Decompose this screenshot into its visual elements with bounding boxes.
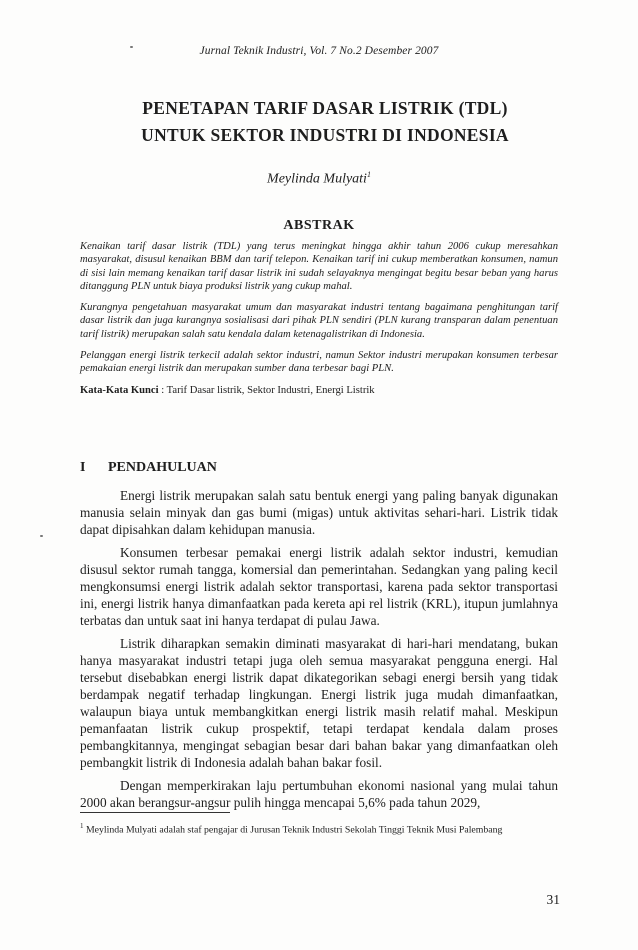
body-paragraph-3: Listrik diharapkan semakin diminati masyarakat di hari-hari mendatang, bukan hanya masyarakat industri tetapi juga oleh semua masyarakat pengguna energi. Hal tersebut disebabkan energi listrik dapat dikategorikan sebagi energi bersih yang tidak berdampak negatif terhadap lingkungan. Energi listrik juga mudah dimanfaatkan, walaupun biaya untuk membangkitkan energi listrik masih relatif mahal. Meskipun pemanfaatan listrik cukup prospektif, tetapi terdapat kendala dalam proses pembangkitannya, mengingat sebagian besar dari bahan bakar yang dimanfaatkan oleh pembangkit listrik di Indonesia adalah bahan bakar fosil. [80, 636, 558, 770]
title-line-1: PENETAPAN TARIF DASAR LISTRIK (TDL) [142, 98, 508, 118]
paper-title [60, 95, 590, 149]
scan-speck [40, 535, 43, 537]
body-paragraph-2: Konsumen terbesar pemakai energi listrik adalah sektor industri, kemudian disusul sektor rumah tangga, komersial dan pemerintahan. Sedangkan yang paling kecil mengkonsumsi energi listrik adalah sektor transportasi, karena pada sektor transportasi ini, energi listrik hanya dimanfaatkan pada kereta api rel listrik (KRL), itupun jumlahnya terbatas dan untuk saat ini hanya terdapat di pulau Jawa. [80, 545, 558, 628]
keywords-list: : Tarif Dasar listrik, Sektor Industri, Energi Listrik [161, 384, 375, 396]
body-paragraph-4: Dengan memperkirakan laju pertumbuhan ekonomi nasional yang mulai tahun 2000 akan berangsur-angsur pulih hingga mencapai 5,6% pada tahun 2029, [80, 778, 558, 810]
abstract-heading: ABSTRAK [283, 218, 355, 233]
abstract-paragraph-1: Kenaikan tarif dasar listrik (TDL) yang terus meningkat hingga akhir tahun 2006 cukup meresahkan masyarakat, disusul kenaikan BBM dan tarif telepon. Kenaikan tarif ini cukup memberatkan konsumen, namun di sisi lain memang kenaikan tarif dasar listrik ini sudah selayaknya mengingat begitu besar beban yang harus ditanggung PLN untuk biaya produksi listrik yang cukup mahal. [80, 241, 558, 292]
keywords-label: Kata-Kata Kunci [80, 384, 159, 396]
footnote [80, 820, 558, 837]
footnote-marker: 1 [80, 822, 84, 830]
abstract-paragraph-2: Kurangnya pengetahuan masyarakat umum dan masyarakat industri tentang bagaimana penghitungan tarif dasar listrik dan juga kurangnya sosialisasi dari pihak PLN sendiri (PLN kurang transparan dalam penentuan tarif listrik) merupakan salah satu kendala dalam ketenagalistrikan di Indonesia. [80, 302, 558, 340]
footnote-text: Meylinda Mulyati adalah staf pengajar di Jurusan Teknik Industri Sekolah Tinggi Teknik Musi Palembang [85, 824, 503, 836]
page-number: 31 [546, 892, 560, 907]
footnote-divider [80, 812, 230, 813]
body-text [80, 487, 558, 817]
section-heading [80, 460, 217, 476]
title-line-2: UNTUK SEKTOR INDUSTRI DI INDONESIA [141, 125, 509, 145]
section-number: I [80, 460, 86, 475]
author-line [0, 170, 638, 188]
abstract-body [80, 240, 558, 397]
body-paragraph-1: Energi listrik merupakan salah satu bentuk energi yang paling banyak digunakan manusia selain minyak dan gas bumi (migas) untuk aktivitas sehari-hari. Listrik tidak dapat dipisahkan dalam kehidupan manusia. [80, 488, 558, 537]
section-title: PENDAHULUAN [108, 460, 217, 475]
abstract-paragraph-3: Pelanggan energi listrik terkecil adalah sektor industri, namun Sektor industri merupakan konsumen terbesar pemakaian energi listrik dan merupakan sumber dana terbesar bagi PLN. [80, 350, 558, 375]
keywords-line [80, 384, 558, 397]
author-footnote-marker: 1 [366, 170, 371, 179]
author-name: Meylinda Mulyati [267, 171, 367, 187]
running-head: Jurnal Teknik Industri, Vol. 7 No.2 Desember 2007 [199, 45, 439, 57]
